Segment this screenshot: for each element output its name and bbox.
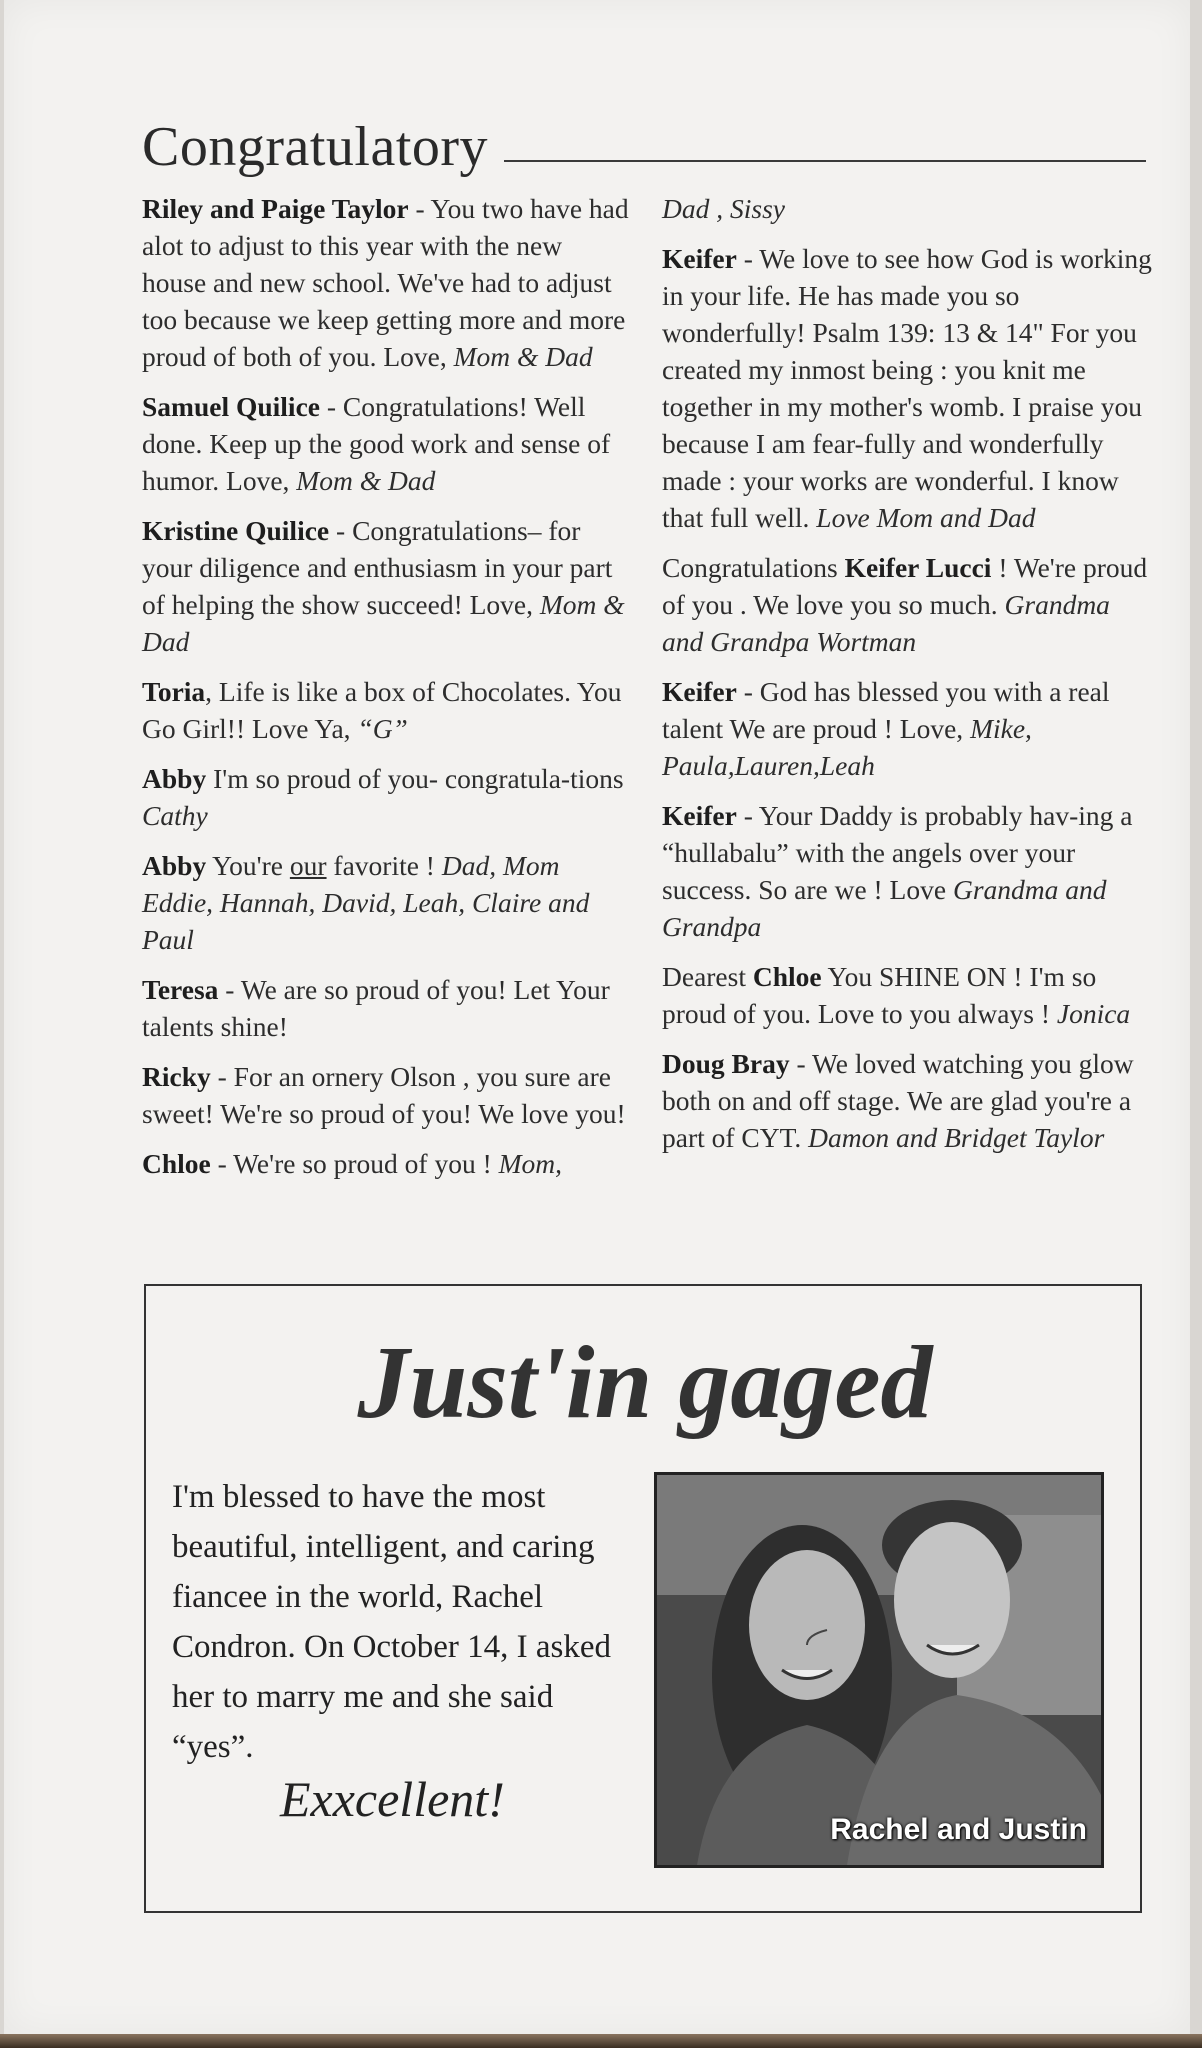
recipient-name: Ricky xyxy=(142,1061,211,1092)
recipient-name: Chloe xyxy=(752,961,822,992)
entry-separator: , xyxy=(205,676,219,707)
recipient-name: Teresa xyxy=(142,974,219,1005)
entry-prefix: Congratulations xyxy=(662,552,845,583)
page-bottom-edge xyxy=(0,2034,1202,2048)
message-text: We loved watching you glow both on and off stage. We are glad you're a part of CYT. xyxy=(662,1048,1134,1153)
message-text: ! We're proud of you . We love you so much. xyxy=(662,552,1148,620)
signature: Dad , Sissy xyxy=(662,193,785,224)
signature: Mom & Dad xyxy=(453,341,593,372)
message-text: You're xyxy=(212,850,290,881)
recipient-name: Keifer xyxy=(662,800,737,831)
message-text: You two have had alot to adjust to this year with the new house and new school. We've had to adjust too because we keep getting more and more proud of both of you. Love, xyxy=(142,193,629,372)
message-entry xyxy=(662,240,1152,536)
entry-separator: - xyxy=(736,800,759,831)
entry-separator: - xyxy=(210,1148,234,1179)
underlined-word: our xyxy=(289,850,327,881)
message-entry xyxy=(142,512,632,660)
recipient-name: Keifer Lucci xyxy=(844,552,992,583)
recipient-name: Riley and Paige Taylor xyxy=(142,193,409,224)
entry-separator: - xyxy=(329,515,353,546)
couple-photo xyxy=(654,1472,1104,1868)
message-entry xyxy=(142,190,632,375)
ad-title: Just'in gaged xyxy=(357,1325,933,1440)
message-entry xyxy=(662,549,1152,660)
signature: Jonica xyxy=(1056,998,1131,1029)
entry-separator: - xyxy=(736,676,760,707)
recipient-name: Samuel Quilice xyxy=(142,391,320,422)
couple-photo-image xyxy=(657,1475,1101,1865)
signature: Mom, xyxy=(498,1148,563,1179)
recipient-name: Chloe xyxy=(142,1148,211,1179)
message-entry xyxy=(142,673,632,747)
signature: Damon and Bridget Taylor xyxy=(808,1122,1105,1153)
title-rule xyxy=(504,160,1146,162)
section-header xyxy=(142,112,1146,182)
message-entry xyxy=(142,847,632,958)
ad-closing: Exxcellent! xyxy=(280,1771,505,1827)
recipient-name: Doug Bray xyxy=(662,1048,790,1079)
message-text: We're so proud of you ! xyxy=(233,1148,499,1179)
signature: Grandma and Grandpa Wortman xyxy=(662,589,1110,657)
message-text: You SHINE ON ! I'm so proud of you. Love to you always ! xyxy=(662,961,1097,1029)
signature: Mike, Paula,Lauren,Leah xyxy=(662,713,1032,781)
ad-body: I'm blessed to have the most beautiful, intelligent, and caring fiancee in the world, Rachel Condron. On October 14, I asked her to marry me and she said “yes”. xyxy=(172,1479,611,1765)
message-text: We are so proud of you! Let Your talents shine! xyxy=(142,974,610,1042)
photo-caption: Rachel and Justin xyxy=(830,1813,1087,1846)
recipient-name: Keifer xyxy=(662,676,737,707)
message-entry xyxy=(662,673,1152,784)
message-text: Congratulations– for your diligence and enthusiasm in your part of helping the show succeed! Love, xyxy=(142,515,613,620)
message-text: Congratulations! Well done. Keep up the good work and sense of humor. Love, xyxy=(142,391,611,496)
signature: Mom & Dad xyxy=(296,465,436,496)
entry-separator: - xyxy=(789,1048,812,1079)
recipient-name: Keifer xyxy=(662,243,737,274)
message-text: We love to see how God is working in your life. He has made you so wonderfully! Psalm 139: 13 & 14" For you created my inmost being : you knit me together in my mother's womb. I praise you because I am fear-fully and wonderfully made : your works are wonderful. I know that full well. xyxy=(662,243,1152,533)
section-title: Congratulatory xyxy=(142,116,489,178)
recipient-name: Kristine Quilice xyxy=(142,515,330,546)
signature: Grandma and Grandpa xyxy=(662,874,1107,942)
message-entry xyxy=(662,1045,1152,1156)
message-text: For an ornery Olson , you sure are sweet! We're so proud of you! We love you! xyxy=(142,1061,626,1129)
engagement-ad xyxy=(144,1284,1142,1913)
signature: Mom & Dad xyxy=(142,589,625,657)
message-entry xyxy=(142,388,632,499)
message-text: God has blessed you with a real talent We are proud ! Love, xyxy=(662,676,1110,744)
signature: Dad, Mom Eddie, Hannah, David, Leah, Claire and Paul xyxy=(142,850,590,955)
entry-separator: - xyxy=(320,391,343,422)
recipient-name: Toria xyxy=(142,676,206,707)
message-text: favorite ! xyxy=(326,850,442,881)
message-entry xyxy=(142,760,632,834)
signature: Cathy xyxy=(142,800,208,831)
entry-prefix: Dearest xyxy=(662,961,753,992)
message-entry xyxy=(662,958,1152,1032)
recipient-name: Abby xyxy=(142,763,207,794)
message-text: I'm so proud of you- congratula-tions xyxy=(213,763,624,794)
right-column xyxy=(662,190,1152,1169)
message-text: Life is like a box of Chocolates. You Go Girl!! Love Ya, xyxy=(142,676,622,744)
entry-separator: - xyxy=(218,974,241,1005)
message-entry xyxy=(662,190,1152,227)
entry-separator: - xyxy=(736,243,760,274)
recipient-name: Abby xyxy=(142,850,207,881)
message-entry xyxy=(142,1145,632,1182)
message-text: Your Daddy is probably hav-ing a “hullabalu” with the angels over your success. So are we ! Love xyxy=(662,800,1133,905)
message-entry xyxy=(662,797,1152,945)
message-entry xyxy=(142,1058,632,1132)
left-column xyxy=(142,190,632,1195)
entry-separator: - xyxy=(408,193,431,224)
signature: “G” xyxy=(357,713,408,744)
signature: Love Mom and Dad xyxy=(816,502,1036,533)
entry-separator: - xyxy=(210,1061,234,1092)
message-entry xyxy=(142,971,632,1045)
